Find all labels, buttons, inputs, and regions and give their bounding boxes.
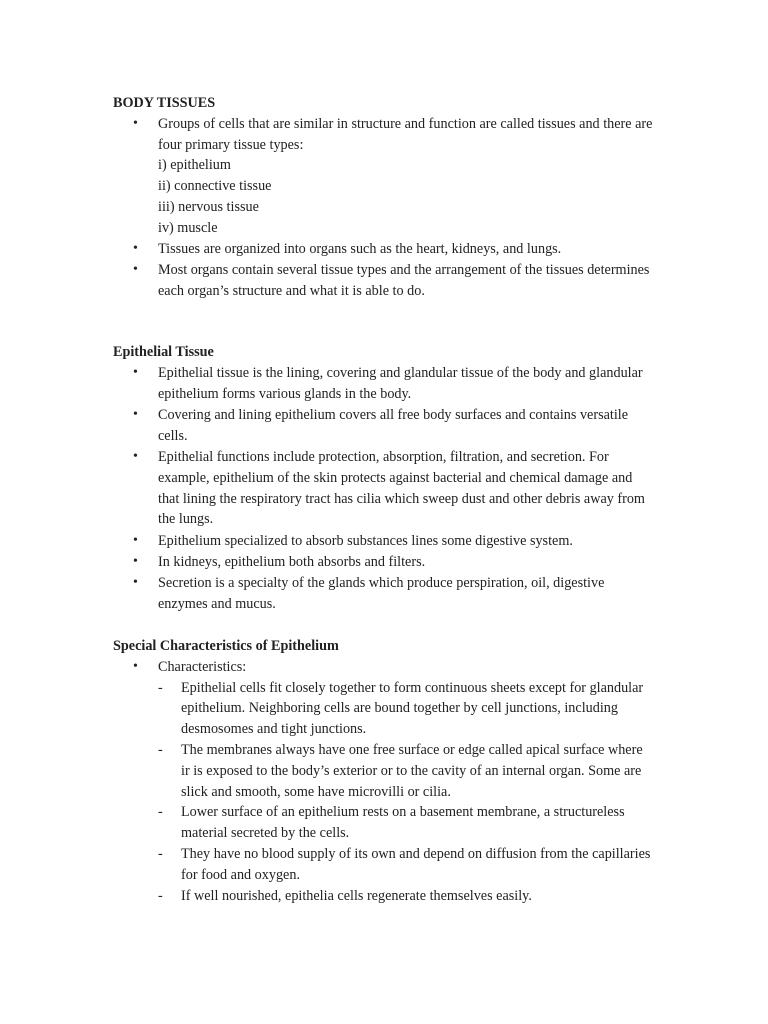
characteristics-list bbox=[113, 657, 653, 907]
heading-special-characteristics: Special Characteristics of Epithelium bbox=[113, 638, 339, 654]
heading-epithelial-tissue: Epithelial Tissue bbox=[113, 344, 214, 360]
characteristics-label: Characteristics: bbox=[158, 658, 247, 675]
dash-item: - Lower surface of an epithelium rests on a basement membrane, a structureless material secreted by the cells. bbox=[158, 802, 653, 844]
dash-item: - They have no blood supply of its own and depend on diffusion from the capillaries for food and oxygen. bbox=[158, 844, 653, 886]
body-tissues-list bbox=[113, 114, 653, 302]
list-item: • Epithelial tissue is the lining, covering and glandular tissue of the body and glandular epithelium forms various glands in the body. bbox=[113, 363, 653, 405]
characteristics-sublist bbox=[158, 678, 653, 907]
list-item bbox=[113, 114, 653, 239]
tissue-type: i) epithelium bbox=[158, 157, 231, 174]
epithelial-tissue-list bbox=[113, 363, 653, 615]
section-epithelial-tissue bbox=[113, 342, 653, 615]
dash-item: - Epithelial cells fit closely together to form continuous sheets except for glandular epithelium. Neighboring cells are bound together by cell junctions, including desmosomes and tight junctions. bbox=[158, 678, 653, 740]
section-body-tissues bbox=[113, 93, 653, 302]
list-item: • Tissues are organized into organs such as the heart, kidneys, and lungs. bbox=[113, 239, 653, 260]
list-item: • Covering and lining epithelium covers all free body surfaces and contains versatile cells. bbox=[113, 405, 653, 447]
list-item: • Epithelium specialized to absorb substances lines some digestive system. bbox=[113, 531, 653, 552]
heading-body-tissues: BODY TISSUES bbox=[113, 95, 216, 111]
tissue-type: ii) connective tissue bbox=[158, 178, 272, 195]
list-item: • Epithelial functions include protection, absorption, filtration, and secretion. For example, epithelium of the skin protects against bacterial and chemical damage and that lining the respiratory tract has cilia which sweep dust and other debris away from the lungs. bbox=[113, 447, 653, 530]
list-item: • Most organs contain several tissue types and the arrangement of the tissues determines each organ’s structure and what it is able to do. bbox=[113, 260, 653, 302]
bullet-text: Groups of cells that are similar in structure and function are called tissues and there are four primary tissue types: bbox=[158, 115, 653, 153]
list-item: • Secretion is a specialty of the glands which produce perspiration, oil, digestive enzymes and mucus. bbox=[113, 573, 653, 615]
list-item: • In kidneys, epithelium both absorbs and filters. bbox=[113, 552, 653, 573]
dash-item: - The membranes always have one free surface or edge called apical surface where ir is exposed to the body’s exterior or to the cavity of an internal organ. Some are slick and smooth, some have microvilli or cilia. bbox=[158, 740, 653, 802]
dash-item: - If well nourished, epithelia cells regenerate themselves easily. bbox=[158, 886, 653, 907]
list-item bbox=[113, 657, 653, 907]
tissue-type: iii) nervous tissue bbox=[158, 198, 259, 215]
section-special-characteristics bbox=[113, 636, 653, 906]
tissue-type: iv) muscle bbox=[158, 219, 218, 236]
